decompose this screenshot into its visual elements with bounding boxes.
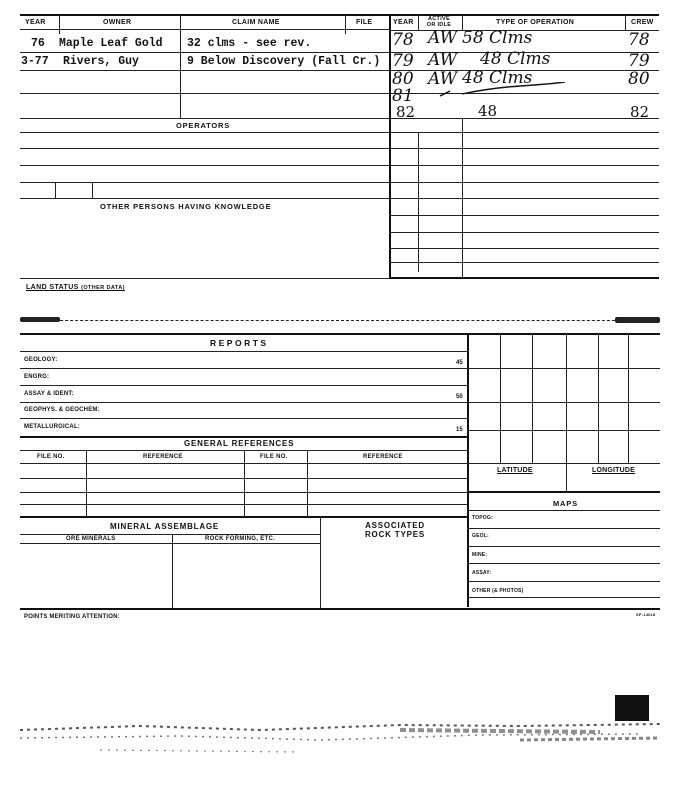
claim-row-1-name: 32 clms - see rev.: [187, 37, 312, 50]
op-row-4-year: 81: [392, 86, 414, 106]
longitude-label: LONGITUDE: [592, 467, 636, 474]
mineral-assemblage-heading: MINERAL ASSEMBLAGE: [110, 522, 220, 531]
rock-forming-header: ROCK FORMING, ETC.: [205, 536, 276, 542]
file-header: FILE: [356, 19, 373, 26]
year-header: YEAR: [25, 19, 46, 26]
ref-reference-1: REFERENCE: [143, 454, 183, 460]
op-row-1-crew: 78: [628, 30, 650, 50]
op-row-1-type: 58 Clms: [462, 28, 533, 48]
other-persons-heading: OTHER PERSONS HAVING KNOWLEDGE: [100, 202, 272, 211]
land-status-heading: LAND STATUS (OTHER DATA): [26, 284, 125, 291]
maps-heading: MAPS: [553, 499, 578, 508]
op-row-2-active: AW: [428, 50, 458, 70]
map-assay-label: ASSAY:: [472, 570, 492, 576]
claim-row-1-year: 76: [31, 37, 45, 50]
report-geophys-label: GEOPHYS. & GEOCHEM:: [24, 407, 100, 413]
map-mine-label: MINE:: [472, 552, 488, 558]
op-row-4-marks: [410, 82, 570, 102]
general-references-heading: GENERAL REFERENCES: [184, 439, 295, 448]
form-code: SP-14618: [636, 612, 656, 617]
map-geol-label: GEOL:: [472, 533, 489, 539]
reports-heading: REPORTS: [210, 338, 269, 348]
op-row-3-type: 48 Clms: [462, 68, 533, 88]
points-meriting-attention-label: POINTS MERITING ATTENTION:: [24, 614, 120, 620]
active-idle-header: ACTIVE OR IDLE: [426, 16, 452, 28]
claim-row-2-owner: Rivers, Guy: [63, 55, 139, 68]
op-row-5-year: 82: [396, 103, 416, 121]
report-metallurgical-num: 15: [456, 427, 463, 433]
op-row-2-year: 79: [392, 51, 414, 71]
owner-header: OWNER: [103, 19, 132, 26]
op-year-header: YEAR: [393, 19, 414, 26]
claim-row-1-owner: Maple Leaf Gold: [59, 37, 163, 50]
op-row-3-crew: 80: [628, 69, 650, 89]
type-of-operation-header: TYPE OF OPERATION: [496, 19, 575, 26]
report-assay-num: 50: [456, 394, 463, 400]
report-assay-label: ASSAY & IDENT:: [24, 391, 74, 397]
map-topog-label: TOPOG:: [472, 515, 493, 521]
claim-name-header: CLAIM NAME: [232, 19, 280, 26]
ore-minerals-header: ORE MINERALS: [66, 536, 116, 542]
ref-reference-2: REFERENCE: [363, 454, 403, 460]
claim-row-2-name: 9 Below Discovery (Fall Cr.): [187, 55, 381, 68]
op-row-3-active: AW: [428, 69, 458, 89]
report-geology-label: GEOLOGY:: [24, 357, 58, 363]
op-row-3-year: 80: [392, 69, 414, 89]
op-row-5-type: 48: [478, 102, 498, 120]
op-row-2-crew: 79: [628, 51, 650, 71]
report-geology-num: 45: [456, 360, 463, 366]
associated-rock-types-heading: ASSOCIATED ROCK TYPES: [364, 521, 425, 539]
scan-noise: [0, 690, 678, 790]
report-engrg-label: ENGRG:: [24, 374, 50, 380]
claim-row-2-year: 3-77: [21, 55, 49, 68]
operators-heading: OPERATORS: [176, 121, 231, 130]
crew-header: CREW: [631, 19, 654, 26]
report-metallurgical-label: METALLURGICAL:: [24, 424, 81, 430]
op-row-1-year: 78: [392, 30, 414, 50]
op-row-1-active: AW: [428, 28, 458, 48]
ref-file-no-2: FILE NO.: [260, 454, 288, 460]
latitude-label: LATITUDE: [497, 467, 533, 474]
op-row-5-crew: 82: [630, 103, 650, 121]
ref-file-no-1: FILE NO.: [37, 454, 65, 460]
op-row-2-type: 48 Clms: [480, 49, 551, 69]
map-other-label: OTHER (& PHOTOS): [472, 588, 524, 594]
